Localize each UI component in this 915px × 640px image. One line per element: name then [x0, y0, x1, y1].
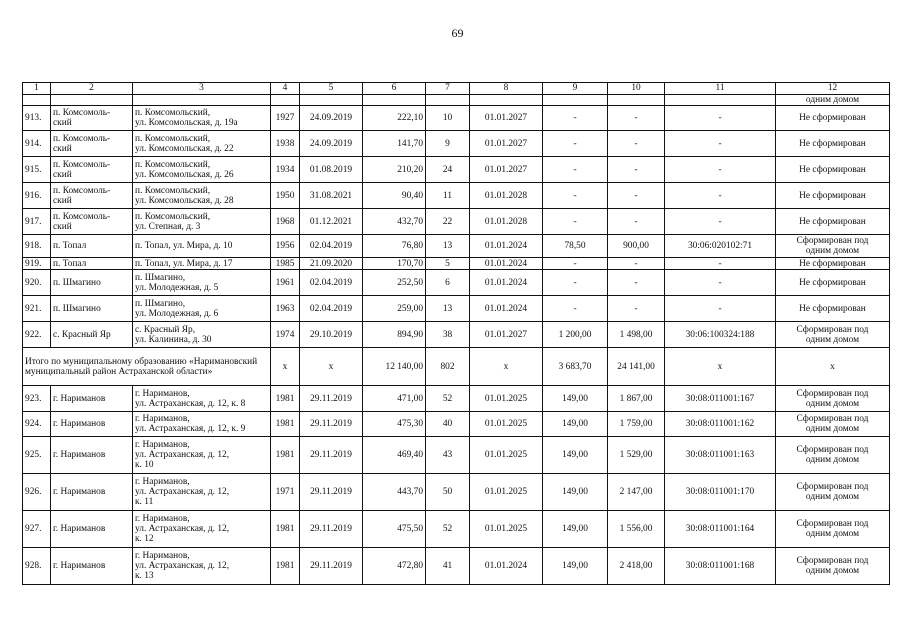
area-cell: 472,80 — [363, 548, 426, 585]
row-number-cell: 927. — [23, 511, 51, 548]
column9-cell: - — [543, 183, 608, 209]
column10-cell: - — [608, 131, 665, 157]
settlement-cell: п. Комсомоль- ский — [51, 157, 133, 183]
address-cell: п. Топал, ул. Мира, д. 10 — [133, 235, 271, 258]
status-cell: Не сформирован — [776, 258, 890, 270]
count-cell: 13 — [426, 235, 470, 258]
table-row — [23, 270, 890, 296]
settlement-cell: г. Нариманов — [51, 474, 133, 511]
table-row — [23, 235, 890, 258]
column10-cell: - — [608, 258, 665, 270]
deadline-cell: 01.01.2025 — [470, 511, 543, 548]
status-cell: Не сформирован — [776, 209, 890, 235]
status-cell: Не сформирован — [776, 131, 890, 157]
date-cell: 02.04.2019 — [300, 296, 363, 322]
row-number-cell: 916. — [23, 183, 51, 209]
row-number-cell: 921. — [23, 296, 51, 322]
column-number: 1 — [23, 83, 51, 95]
column9-cell: - — [543, 258, 608, 270]
column10-cell: 1 759,00 — [608, 412, 665, 437]
column9-cell: - — [543, 106, 608, 131]
column-number: 2 — [51, 83, 133, 95]
count-cell: 40 — [426, 412, 470, 437]
year-cell: 1981 — [271, 548, 300, 585]
deadline-cell: 01.01.2024 — [470, 270, 543, 296]
column9-cell: - — [543, 131, 608, 157]
table-row — [23, 131, 890, 157]
row-number-cell: 919. — [23, 258, 51, 270]
status-cell: Сформирован под одним домом — [776, 322, 890, 348]
area-cell: 90,40 — [363, 183, 426, 209]
column9-cell: - — [543, 157, 608, 183]
column10-cell: 2 147,00 — [608, 474, 665, 511]
column-number: 12 — [776, 83, 890, 95]
cadastral-cell: - — [665, 157, 776, 183]
area-cell: 894,90 — [363, 322, 426, 348]
year-cell: 1971 — [271, 474, 300, 511]
count-cell: 13 — [426, 296, 470, 322]
address-cell: с. Красный Яр, ул. Калинина, д. 30 — [133, 322, 271, 348]
table-row — [23, 296, 890, 322]
status-cell: Сформирован под одним домом — [776, 437, 890, 474]
column-number: 5 — [300, 83, 363, 95]
address-cell: п. Комсомольский, ул. Комсомольская, д. 26 — [133, 157, 271, 183]
column-number: 9 — [543, 83, 608, 95]
deadline-cell: 01.01.2025 — [470, 474, 543, 511]
deadline-cell: 01.01.2024 — [470, 235, 543, 258]
cadastral-cell: 30:06:020102:71 — [665, 235, 776, 258]
cadastral-cell: - — [665, 296, 776, 322]
cadastral-cell: - — [665, 258, 776, 270]
deadline-cell: 01.01.2025 — [470, 437, 543, 474]
area-cell: 170,70 — [363, 258, 426, 270]
table-row — [23, 183, 890, 209]
settlement-cell: п. Шмагино — [51, 270, 133, 296]
year-cell: 1956 — [271, 235, 300, 258]
settlement-cell: п. Топал — [51, 258, 133, 270]
address-cell: г. Нариманов, ул. Астраханская, д. 12, к. 8 — [133, 386, 271, 412]
column9-cell: - — [543, 209, 608, 235]
address-cell: п. Комсомольский, ул. Комсомольская, д. 19а — [133, 106, 271, 131]
status-cell: Не сформирован — [776, 183, 890, 209]
cadastral-cell: - — [665, 131, 776, 157]
row-number-cell: 928. — [23, 548, 51, 585]
total-label-cell: Итого по муниципальному образованию «Наримановский муниципальный район Астраханской области» — [23, 348, 271, 386]
column9-cell: 149,00 — [543, 437, 608, 474]
count-cell: 24 — [426, 157, 470, 183]
address-cell: г. Нариманов, ул. Астраханская, д. 12, к. 11 — [133, 474, 271, 511]
deadline-cell: 01.01.2027 — [470, 131, 543, 157]
column9-cell: 78,50 — [543, 235, 608, 258]
column10-cell: - — [608, 106, 665, 131]
year-cell: 1981 — [271, 386, 300, 412]
settlement-cell: г. Нариманов — [51, 548, 133, 585]
count-cell: 43 — [426, 437, 470, 474]
column-number: 10 — [608, 83, 665, 95]
settlement-cell: п. Комсомоль- ский — [51, 209, 133, 235]
page-number: 69 — [451, 26, 464, 40]
column9-cell: 149,00 — [543, 412, 608, 437]
column10-cell: 900,00 — [608, 235, 665, 258]
settlement-cell: г. Нариманов — [51, 511, 133, 548]
count-cell: 38 — [426, 322, 470, 348]
area-cell: 471,00 — [363, 386, 426, 412]
date-cell: 24.09.2019 — [300, 131, 363, 157]
row-number-cell: 920. — [23, 270, 51, 296]
row-number-cell: 918. — [23, 235, 51, 258]
year-cell: 1981 — [271, 412, 300, 437]
deadline-cell: 01.01.2025 — [470, 386, 543, 412]
area-cell: 475,50 — [363, 511, 426, 548]
address-cell: г. Нариманов, ул. Астраханская, д. 12, к. 10 — [133, 437, 271, 474]
table-row — [23, 106, 890, 131]
column10-cell: 1 529,00 — [608, 437, 665, 474]
deadline-cell: 01.01.2028 — [470, 209, 543, 235]
date-cell: 01.08.2019 — [300, 157, 363, 183]
cadastral-cell: x — [665, 348, 776, 386]
column-number: 3 — [133, 83, 271, 95]
date-cell: 29.11.2019 — [300, 511, 363, 548]
area-cell: 432,70 — [363, 209, 426, 235]
address-cell: п. Шмагино, ул. Молодежная, д. 6 — [133, 296, 271, 322]
table-row — [23, 511, 890, 548]
row-number-cell: 922. — [23, 322, 51, 348]
cadastral-cell: - — [665, 106, 776, 131]
count-cell: 802 — [426, 348, 470, 386]
cadastral-cell: - — [665, 209, 776, 235]
deadline-cell: 01.01.2027 — [470, 322, 543, 348]
column10-cell: 1 498,00 — [608, 322, 665, 348]
status-cell: x — [776, 348, 890, 386]
settlement-cell: г. Нариманов — [51, 437, 133, 474]
column-number: 11 — [665, 83, 776, 95]
row-number-cell: 913. — [23, 106, 51, 131]
count-cell: 5 — [426, 258, 470, 270]
area-cell: 12 140,00 — [363, 348, 426, 386]
column9-cell: - — [543, 270, 608, 296]
date-cell: x — [300, 348, 363, 386]
deadline-cell: 01.01.2025 — [470, 412, 543, 437]
row-number-cell: 926. — [23, 474, 51, 511]
table-row — [23, 548, 890, 585]
status-cell: Сформирован под одним домом — [776, 235, 890, 258]
status-cell: Сформирован под одним домом — [776, 412, 890, 437]
cadastral-cell: 30:08:011001:162 — [665, 412, 776, 437]
cadastral-cell: - — [665, 270, 776, 296]
column10-cell: 1 556,00 — [608, 511, 665, 548]
column9-cell: 3 683,70 — [543, 348, 608, 386]
status-cell: Сформирован под одним домом — [776, 548, 890, 585]
settlement-cell: п. Топал — [51, 235, 133, 258]
year-cell: 1950 — [271, 183, 300, 209]
address-cell: п. Комсомольский, ул. Комсомольская, д. 28 — [133, 183, 271, 209]
column10-cell: - — [608, 270, 665, 296]
count-cell: 50 — [426, 474, 470, 511]
settlement-cell: г. Нариманов — [51, 412, 133, 437]
table-row — [23, 412, 890, 437]
settlement-cell: п. Комсомоль- ский — [51, 106, 133, 131]
status-cell: Не сформирован — [776, 106, 890, 131]
column-number: 7 — [426, 83, 470, 95]
column9-cell: 149,00 — [543, 474, 608, 511]
column-number: 6 — [363, 83, 426, 95]
year-cell: 1963 — [271, 296, 300, 322]
date-cell: 21.09.2020 — [300, 258, 363, 270]
cadastral-cell: 30:08:011001:167 — [665, 386, 776, 412]
year-cell: 1927 — [271, 106, 300, 131]
table-row — [23, 157, 890, 183]
year-cell: 1974 — [271, 322, 300, 348]
deadline-cell: 01.01.2027 — [470, 106, 543, 131]
date-cell: 29.11.2019 — [300, 386, 363, 412]
address-cell: п. Топал, ул. Мира, д. 17 — [133, 258, 271, 270]
status-cell: Не сформирован — [776, 270, 890, 296]
status-cell: Не сформирован — [776, 296, 890, 322]
row-number-cell: 914. — [23, 131, 51, 157]
year-cell: 1981 — [271, 511, 300, 548]
cadastral-cell: - — [665, 183, 776, 209]
column9-cell: 149,00 — [543, 386, 608, 412]
cadastral-cell: 30:08:011001:168 — [665, 548, 776, 585]
year-cell: 1981 — [271, 437, 300, 474]
count-cell: 9 — [426, 131, 470, 157]
address-cell: г. Нариманов, ул. Астраханская, д. 12, к. 13 — [133, 548, 271, 585]
deadline-cell: x — [470, 348, 543, 386]
cadastral-cell: 30:08:011001:164 — [665, 511, 776, 548]
area-cell: 141,70 — [363, 131, 426, 157]
count-cell: 6 — [426, 270, 470, 296]
status-cell: Сформирован под одним домом — [776, 474, 890, 511]
row-number-cell: 915. — [23, 157, 51, 183]
area-cell: 76,80 — [363, 235, 426, 258]
date-cell: 02.04.2019 — [300, 270, 363, 296]
status-cell: одним домом — [776, 95, 890, 106]
address-cell: п. Комсомольский, ул. Комсомольская, д. 22 — [133, 131, 271, 157]
row-number-cell: 925. — [23, 437, 51, 474]
address-cell: г. Нариманов, ул. Астраханская, д. 12, к. 9 — [133, 412, 271, 437]
date-cell: 01.12.2021 — [300, 209, 363, 235]
year-cell: 1934 — [271, 157, 300, 183]
deadline-cell: 01.01.2024 — [470, 296, 543, 322]
table-row — [23, 474, 890, 511]
column10-cell: - — [608, 183, 665, 209]
table-row — [23, 386, 890, 412]
row-number-cell: 924. — [23, 412, 51, 437]
total-row — [23, 348, 890, 386]
area-cell: 259,00 — [363, 296, 426, 322]
settlement-cell: г. Нариманов — [51, 386, 133, 412]
continuation-row — [23, 95, 890, 106]
status-cell: Сформирован под одним домом — [776, 511, 890, 548]
date-cell: 29.11.2019 — [300, 412, 363, 437]
date-cell: 29.10.2019 — [300, 322, 363, 348]
count-cell: 52 — [426, 511, 470, 548]
date-cell: 24.09.2019 — [300, 106, 363, 131]
cadastral-cell: 30:08:011001:163 — [665, 437, 776, 474]
address-cell: п. Шмагино, ул. Молодежная, д. 5 — [133, 270, 271, 296]
area-cell: 443,70 — [363, 474, 426, 511]
column10-cell: 1 867,00 — [608, 386, 665, 412]
year-cell: 1938 — [271, 131, 300, 157]
settlement-cell: п. Шмагино — [51, 296, 133, 322]
address-cell: г. Нариманов, ул. Астраханская, д. 12, к. 12 — [133, 511, 271, 548]
status-cell: Сформирован под одним домом — [776, 386, 890, 412]
column10-cell: - — [608, 296, 665, 322]
date-cell: 31.08.2021 — [300, 183, 363, 209]
column9-cell: - — [543, 296, 608, 322]
date-cell: 29.11.2019 — [300, 437, 363, 474]
column10-cell: - — [608, 209, 665, 235]
area-cell: 222,10 — [363, 106, 426, 131]
area-cell: 475,30 — [363, 412, 426, 437]
row-number-cell: 923. — [23, 386, 51, 412]
date-cell: 29.11.2019 — [300, 474, 363, 511]
year-cell: x — [271, 348, 300, 386]
housing-registry-table — [22, 82, 890, 585]
deadline-cell: 01.01.2027 — [470, 157, 543, 183]
deadline-cell: 01.01.2028 — [470, 183, 543, 209]
table-body — [23, 83, 890, 585]
column9-cell: 149,00 — [543, 548, 608, 585]
table-row — [23, 437, 890, 474]
column10-cell: - — [608, 157, 665, 183]
area-cell: 469,40 — [363, 437, 426, 474]
cadastral-cell: 30:08:011001:170 — [665, 474, 776, 511]
column10-cell: 24 141,00 — [608, 348, 665, 386]
count-cell: 11 — [426, 183, 470, 209]
status-cell: Не сформирован — [776, 157, 890, 183]
column-number: 4 — [271, 83, 300, 95]
cadastral-cell: 30:06:100324:188 — [665, 322, 776, 348]
settlement-cell: п. Комсомоль- ский — [51, 131, 133, 157]
address-cell: п. Комсомольский, ул. Степная, д. 3 — [133, 209, 271, 235]
deadline-cell: 01.01.2024 — [470, 548, 543, 585]
column9-cell: 1 200,00 — [543, 322, 608, 348]
column-number-row — [23, 83, 890, 95]
year-cell: 1968 — [271, 209, 300, 235]
area-cell: 252,50 — [363, 270, 426, 296]
area-cell: 210,20 — [363, 157, 426, 183]
column10-cell: 2 418,00 — [608, 548, 665, 585]
settlement-cell: с. Красный Яр — [51, 322, 133, 348]
column9-cell: 149,00 — [543, 511, 608, 548]
date-cell: 02.04.2019 — [300, 235, 363, 258]
settlement-cell: п. Комсомоль- ский — [51, 183, 133, 209]
count-cell: 22 — [426, 209, 470, 235]
row-number-cell: 917. — [23, 209, 51, 235]
year-cell: 1961 — [271, 270, 300, 296]
date-cell: 29.11.2019 — [300, 548, 363, 585]
table-row — [23, 322, 890, 348]
table-row — [23, 209, 890, 235]
column-number: 8 — [470, 83, 543, 95]
count-cell: 41 — [426, 548, 470, 585]
deadline-cell: 01.01.2024 — [470, 258, 543, 270]
year-cell: 1985 — [271, 258, 300, 270]
table-row — [23, 258, 890, 270]
count-cell: 10 — [426, 106, 470, 131]
count-cell: 52 — [426, 386, 470, 412]
